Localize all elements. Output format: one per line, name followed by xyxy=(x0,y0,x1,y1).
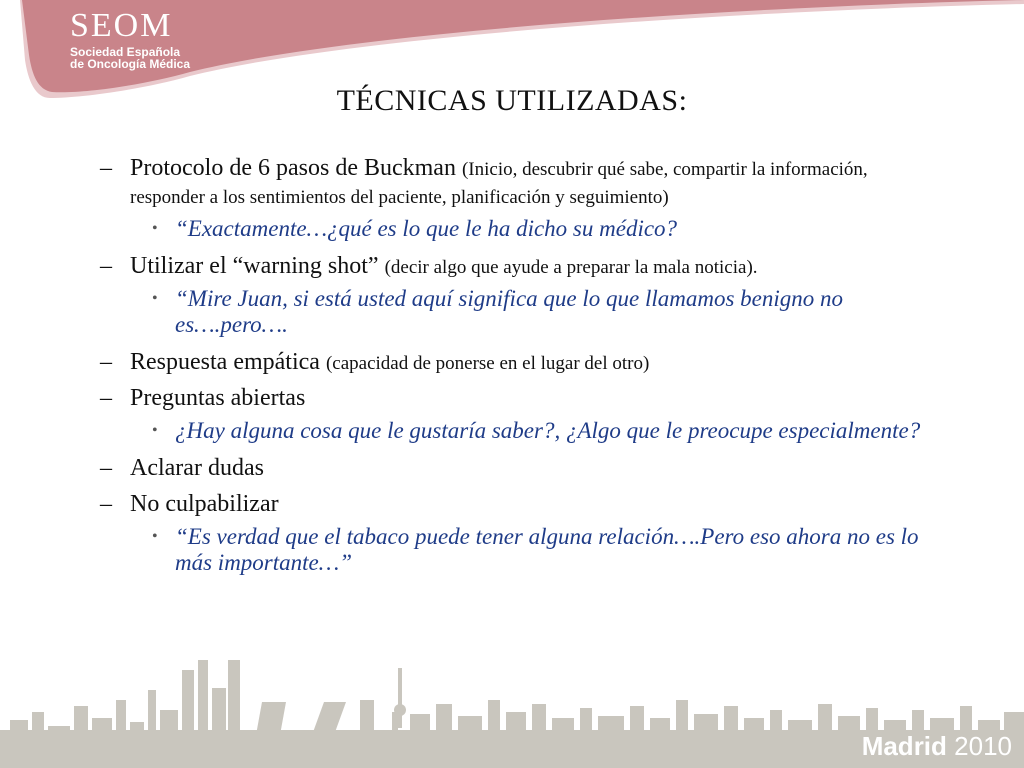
logo-subtitle-line2: de Oncología Médica xyxy=(70,57,191,71)
list-item xyxy=(100,252,940,280)
sub-quote xyxy=(145,418,940,444)
dash-marker: – xyxy=(100,253,112,279)
quote-text: ¿Hay alguna cosa que le gustaría saber?, ¿Algo que le preocupe especialmente? xyxy=(175,418,921,443)
list-item xyxy=(100,348,940,376)
list-item xyxy=(100,384,940,412)
sub-quote xyxy=(145,524,940,576)
item-detail: (capacidad de ponerse en el lugar del otro) xyxy=(325,353,650,374)
item-main: Preguntas abiertas xyxy=(130,385,306,411)
list-item xyxy=(100,454,940,482)
slide-title: TÉCNICAS UTILIZADAS: xyxy=(336,84,688,117)
seom-logo xyxy=(70,6,190,70)
dash-marker: – xyxy=(100,155,112,181)
sub-quote xyxy=(145,216,940,242)
sub-quote xyxy=(145,286,940,338)
dash-marker: – xyxy=(100,491,112,517)
item-main: Protocolo de 6 pasos de Buckman xyxy=(130,155,456,181)
item-detail: (Inicio, descubrir qué sabe, compartir la información, responder a los sentimientos del paciente, planificación y seguimiento) xyxy=(130,159,868,208)
quote-text: “Es verdad que el tabaco puede tener alguna relación….Pero eso ahora no es lo más importante…” xyxy=(175,524,919,575)
item-main: No culpabilizar xyxy=(130,491,279,517)
dash-marker: – xyxy=(100,455,112,481)
list-item xyxy=(100,490,940,518)
dash-marker: – xyxy=(100,385,112,411)
bullet-marker: • xyxy=(152,290,158,307)
bullet-marker: • xyxy=(152,422,158,439)
footer-year: 2010 xyxy=(954,731,1012,761)
logo-subtitle-line1: Sociedad Española xyxy=(70,45,181,59)
item-main: Utilizar el “warning shot” xyxy=(130,253,379,279)
madrid-2010-logo xyxy=(862,731,1012,762)
bullet-marker: • xyxy=(152,528,158,545)
item-main: Respuesta empática xyxy=(130,349,320,375)
slide-content xyxy=(100,154,940,586)
dash-marker: – xyxy=(100,349,112,375)
list-item xyxy=(100,154,940,210)
bullet-marker: • xyxy=(152,220,158,237)
item-main: Aclarar dudas xyxy=(130,455,264,481)
footer-city: Madrid xyxy=(861,731,947,761)
quote-text: “Mire Juan, si está usted aquí significa que lo que llamamos benigno no es….pero…. xyxy=(175,286,844,337)
item-detail: (decir algo que ayude a preparar la mala noticia). xyxy=(384,257,758,278)
quote-text: “Exactamente…¿qué es lo que le ha dicho su médico? xyxy=(175,216,678,241)
logo-main-text: SEOM xyxy=(70,7,173,44)
